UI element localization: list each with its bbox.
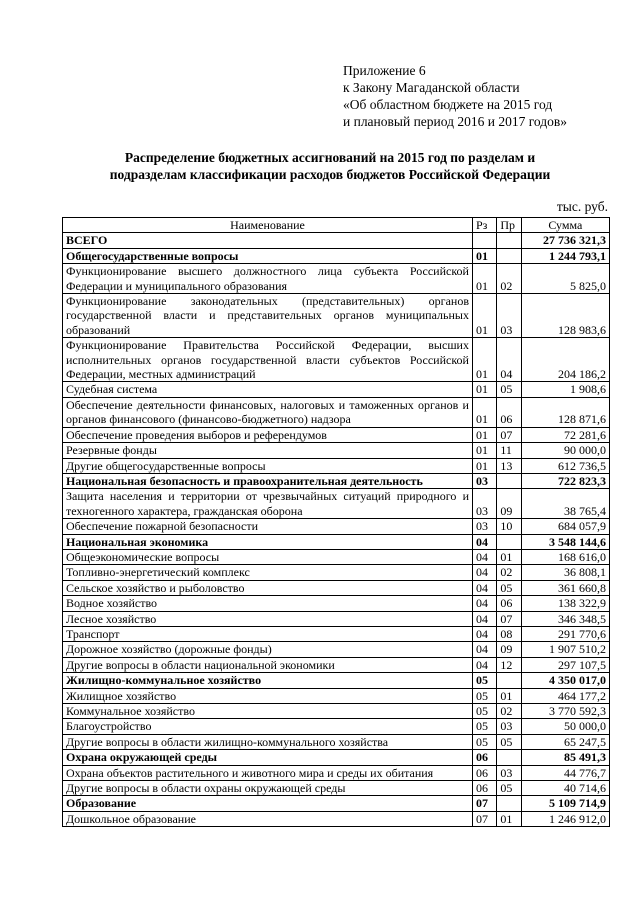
row-name-cell: Обеспечение проведения выборов и референдумов [63,427,473,442]
table-row [63,765,610,780]
table-row [63,549,610,564]
row-sum-cell: 128 871,6 [521,397,609,427]
row-pr-cell [497,473,521,488]
row-pr-cell [497,233,521,248]
appendix-line: к Закону Магаданской области [343,80,520,95]
row-name-cell: Жилищное хозяйство [63,688,473,703]
row-rz-cell: 04 [472,565,496,580]
table-row [63,811,610,826]
row-sum-cell: 128 983,6 [521,294,609,338]
table-row [63,338,610,382]
row-sum-cell: 722 823,3 [521,473,609,488]
table-row [63,719,610,734]
row-name-cell: Судебная система [63,382,473,397]
table-row [63,565,610,580]
table-row [63,796,610,811]
row-rz-cell: 06 [472,765,496,780]
row-sum-cell: 40 714,6 [521,781,609,796]
row-rz-cell: 06 [472,750,496,765]
table-row [63,611,610,626]
row-name-cell: Дорожное хозяйство (дорожные фонды) [63,642,473,657]
row-pr-cell: 03 [497,719,521,734]
row-sum-cell: 1 907 510,2 [521,642,609,657]
table-row [63,382,610,397]
row-pr-cell [497,534,521,549]
row-name-cell: Резервные фонды [63,443,473,458]
row-pr-cell: 05 [497,734,521,749]
row-sum-cell: 346 348,5 [521,611,609,626]
row-rz-cell: 05 [472,673,496,688]
table-row [63,580,610,595]
row-sum-cell: 72 281,6 [521,427,609,442]
table-row [63,673,610,688]
row-rz-cell: 01 [472,397,496,427]
row-rz-cell [472,233,496,248]
row-name-cell: Другие вопросы в области жилищно-коммунального хозяйства [63,734,473,749]
row-pr-cell [497,248,521,263]
row-pr-cell: 03 [497,765,521,780]
table-row [63,657,610,672]
row-pr-cell [497,673,521,688]
table-row [63,458,610,473]
row-sum-cell: 204 186,2 [521,338,609,382]
row-name-cell: Коммунальное хозяйство [63,704,473,719]
row-name-cell: Функционирование Правительства Российской Федерации, высших исполнительных органов государственной власти субъектов Российской Федерации, местных администраций [63,338,473,382]
row-sum-cell: 1 244 793,1 [521,248,609,263]
row-rz-cell: 04 [472,626,496,641]
row-rz-cell: 04 [472,596,496,611]
row-rz-cell: 05 [472,688,496,703]
table-row [63,642,610,657]
row-pr-cell: 02 [497,565,521,580]
row-sum-cell: 1 908,6 [521,382,609,397]
table-row [63,427,610,442]
table-row [63,704,610,719]
table-row [63,294,610,338]
row-name-cell: Обеспечение деятельности финансовых, налоговых и таможенных органов и органов финансового (финансово-бюджетного) надзора [63,397,473,427]
row-sum-cell: 90 000,0 [521,443,609,458]
row-sum-cell: 5 825,0 [521,264,609,294]
row-pr-cell: 06 [497,596,521,611]
row-sum-cell: 168 616,0 [521,549,609,564]
row-rz-cell: 04 [472,642,496,657]
table-header-row [63,218,610,233]
row-pr-cell [497,750,521,765]
row-sum-cell: 65 247,5 [521,734,609,749]
row-pr-cell: 04 [497,338,521,382]
row-sum-cell: 612 736,5 [521,458,609,473]
row-rz-cell: 01 [472,338,496,382]
row-name-cell: Защита населения и территории от чрезвычайных ситуаций природного и техногенного характера, гражданская оборона [63,489,473,519]
row-rz-cell: 07 [472,796,496,811]
row-sum-cell: 5 109 714,9 [521,796,609,811]
row-name-cell: Дошкольное образование [63,811,473,826]
row-sum-cell: 361 660,8 [521,580,609,595]
appendix-block [343,62,567,130]
row-name-cell: ВСЕГО [63,233,473,248]
row-name-cell: Другие вопросы в области охраны окружающей среды [63,781,473,796]
row-name-cell: Другие вопросы в области национальной экономики [63,657,473,672]
row-name-cell: Охрана окружающей среды [63,750,473,765]
row-rz-cell: 07 [472,811,496,826]
row-rz-cell: 03 [472,473,496,488]
row-pr-cell: 07 [497,611,521,626]
row-sum-cell: 1 246 912,0 [521,811,609,826]
table-row [63,248,610,263]
row-pr-cell: 02 [497,264,521,294]
table-row [63,734,610,749]
title-line-2: подразделам классификации расходов бюджетов Российской Федерации [109,167,551,182]
row-pr-cell: 02 [497,704,521,719]
table-row [63,233,610,248]
row-sum-cell: 44 776,7 [521,765,609,780]
row-name-cell: Благоустройство [63,719,473,734]
row-rz-cell: 01 [472,294,496,338]
row-name-cell: Лесное хозяйство [63,611,473,626]
header-sum: Сумма [521,218,609,233]
row-sum-cell: 297 107,5 [521,657,609,672]
row-rz-cell: 04 [472,611,496,626]
row-rz-cell: 01 [472,382,496,397]
row-sum-cell: 464 177,2 [521,688,609,703]
row-rz-cell: 06 [472,781,496,796]
row-sum-cell: 3 548 144,6 [521,534,609,549]
row-sum-cell: 38 765,4 [521,489,609,519]
row-pr-cell: 12 [497,657,521,672]
row-name-cell: Функционирование законодательных (представительных) органов государственной власти и представительных органов муниципальных образований [63,294,473,338]
row-name-cell: Национальная экономика [63,534,473,549]
row-rz-cell: 01 [472,427,496,442]
row-pr-cell: 06 [497,397,521,427]
budget-table [62,217,610,827]
row-pr-cell: 01 [497,549,521,564]
row-pr-cell: 09 [497,642,521,657]
row-sum-cell: 291 770,6 [521,626,609,641]
table-row [63,534,610,549]
row-name-cell: Жилищно-коммунальное хозяйство [63,673,473,688]
row-name-cell: Охрана объектов растительного и животного мира и среды их обитания [63,765,473,780]
row-pr-cell: 05 [497,781,521,796]
row-pr-cell: 10 [497,519,521,534]
table-row [63,473,610,488]
row-rz-cell: 04 [472,657,496,672]
row-name-cell: Топливно-энергетический комплекс [63,565,473,580]
row-rz-cell: 04 [472,580,496,595]
table-row [63,264,610,294]
row-sum-cell: 684 057,9 [521,519,609,534]
title-line-1: Распределение бюджетных ассигнований на 2015 год по разделам и [124,150,536,165]
row-pr-cell: 05 [497,580,521,595]
row-name-cell: Образование [63,796,473,811]
row-name-cell: Обеспечение пожарной безопасности [63,519,473,534]
table-row [63,489,610,519]
row-name-cell: Водное хозяйство [63,596,473,611]
units-label: тыс. руб. [556,199,608,214]
row-pr-cell: 03 [497,294,521,338]
row-rz-cell: 01 [472,458,496,473]
row-pr-cell: 08 [497,626,521,641]
table-row [63,750,610,765]
row-pr-cell: 09 [497,489,521,519]
table-row [63,519,610,534]
row-rz-cell: 01 [472,443,496,458]
row-sum-cell: 3 770 592,3 [521,704,609,719]
row-rz-cell: 04 [472,534,496,549]
table-row [63,626,610,641]
table-row [63,596,610,611]
row-pr-cell: 01 [497,688,521,703]
row-sum-cell: 138 322,9 [521,596,609,611]
header-pr: Пр [497,218,521,233]
row-pr-cell: 11 [497,443,521,458]
table-body [63,233,610,827]
row-rz-cell: 05 [472,704,496,719]
row-name-cell: Транспорт [63,626,473,641]
row-name-cell: Функционирование высшего должностного лица субъекта Российской Федерации и муниципального образования [63,264,473,294]
row-rz-cell: 01 [472,248,496,263]
row-name-cell: Национальная безопасность и правоохранительная деятельность [63,473,473,488]
header-rz: Рз [472,218,496,233]
row-sum-cell: 36 808,1 [521,565,609,580]
row-rz-cell: 04 [472,549,496,564]
row-sum-cell: 27 736 321,3 [521,233,609,248]
row-name-cell: Общегосударственные вопросы [63,248,473,263]
row-rz-cell: 05 [472,734,496,749]
row-pr-cell: 01 [497,811,521,826]
row-rz-cell: 03 [472,519,496,534]
row-sum-cell: 50 000,0 [521,719,609,734]
table-row [63,397,610,427]
appendix-line: «Об областном бюджете на 2015 год [343,97,553,112]
table-row [63,443,610,458]
row-pr-cell: 07 [497,427,521,442]
table-row [63,688,610,703]
row-pr-cell [497,796,521,811]
row-pr-cell: 13 [497,458,521,473]
row-rz-cell: 03 [472,489,496,519]
row-name-cell: Сельское хозяйство и рыболовство [63,580,473,595]
row-sum-cell: 4 350 017,0 [521,673,609,688]
row-sum-cell: 85 491,3 [521,750,609,765]
row-rz-cell: 05 [472,719,496,734]
appendix-line: Приложение 6 [343,63,426,78]
row-pr-cell: 05 [497,382,521,397]
row-name-cell: Общеэкономические вопросы [63,549,473,564]
table-row [63,781,610,796]
appendix-line: и плановый период 2016 и 2017 годов» [343,114,568,129]
row-name-cell: Другие общегосударственные вопросы [63,458,473,473]
header-name: Наименование [63,218,473,233]
row-rz-cell: 01 [472,264,496,294]
document-title [40,149,620,183]
